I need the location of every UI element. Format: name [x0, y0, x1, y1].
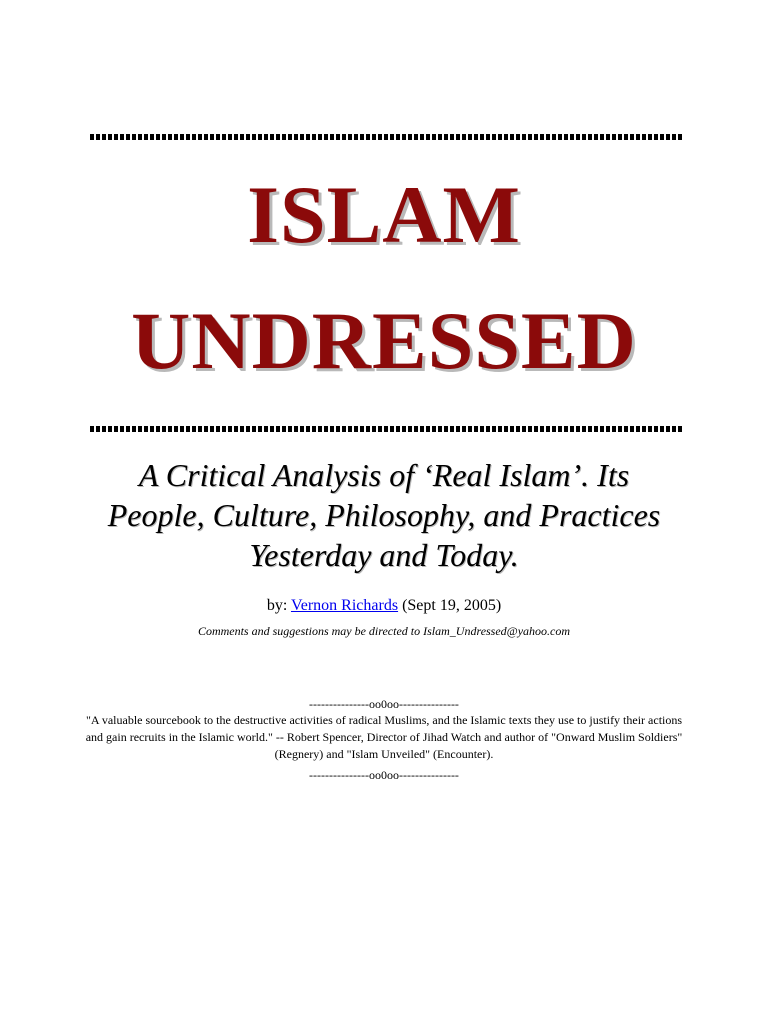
subtitle-line-1: A Critical Analysis of ‘Real Islam’. Its — [138, 457, 630, 493]
dotted-rule-top — [90, 134, 682, 140]
comments-note: Comments and suggestions may be directed to Islam_Undressed@yahoo.com — [197, 624, 571, 638]
author-link[interactable]: Vernon Richards — [290, 597, 399, 614]
title-line-1: ISLAM — [247, 169, 521, 260]
title-line-2: UNDRESSED — [131, 295, 637, 386]
byline-prefix: by: — [266, 597, 291, 614]
dotted-rule-bottom — [90, 426, 682, 432]
endorsement-quote: "A valuable sourcebook to the destructive activities of radical Muslims, and the Islamic texts they use to justify their actions and gain recruits in the Islamic world." -- Robert Spencer, Director of Jihad Watch and author of "Onward Muslim Soldiers" (Regnery) and "Islam Unveiled" (Encounter). — [85, 713, 683, 761]
divider-top: ---------------oo0oo--------------- — [309, 697, 459, 711]
subtitle-line-2: People, Culture, Philosophy, and Practices — [107, 497, 661, 533]
subtitle-line-3: Yesterday and Today. — [249, 537, 519, 573]
divider-bottom: ---------------oo0oo--------------- — [309, 768, 459, 782]
subtitle — [40, 455, 728, 575]
byline-date: (Sept 19, 2005) — [398, 597, 502, 614]
byline — [0, 596, 768, 616]
